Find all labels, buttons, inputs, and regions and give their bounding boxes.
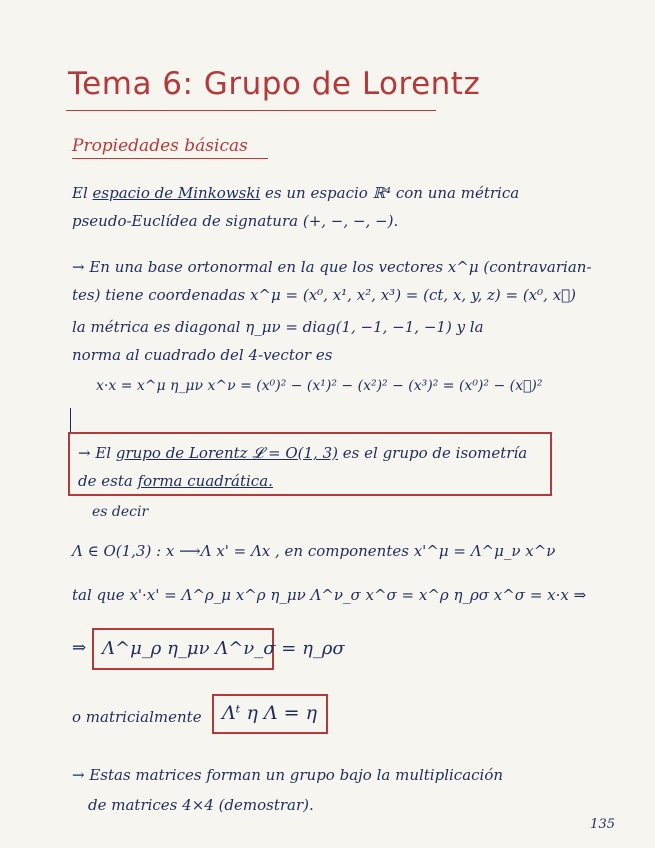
section-heading: Propiedades básicas — [72, 136, 248, 156]
p4-line1: → Estas matrices forman un grupo bajo la multiplicación — [72, 766, 504, 784]
p3-line2 — [78, 472, 273, 490]
p3-lead: → El — [78, 444, 112, 462]
equation-invariance: tal que x'·x' = Λ^ρ_μ x^ρ η_μν Λ^ν_σ x^σ = x^ρ η_ρσ x^σ = x·x ⇒ — [72, 586, 587, 604]
p3-term: grupo de Lorentz 𝓛 = O(1, 3) — [115, 444, 338, 462]
p3-line2-lead: de esta — [78, 472, 133, 490]
matrix-form-lead: o matricialmente — [72, 708, 202, 726]
p1-rest: es un espacio ℝ⁴ con una métrica — [265, 184, 520, 202]
equation-index-form: Λ^μ_ρ η_μν Λ^ν_σ = η_ρσ — [102, 638, 345, 659]
p2-line3: la métrica es diagonal η_μν = diag(1, −1, −1, −1) y la — [72, 318, 484, 336]
p1-lead: El — [72, 184, 88, 202]
equation-transform: Λ ∈ O(1,3) : x ⟶Λ x' = Λx , en componentes x'^μ = Λ^μ_ν x^ν — [72, 542, 556, 560]
es-decir: es decir — [92, 504, 149, 520]
equation-matrix-form: Λᵗ η Λ = η — [222, 702, 317, 724]
p3-rest: es el grupo de isometría — [342, 444, 528, 462]
p2-line2: tes) tiene coordenadas x^μ = (x⁰, x¹, x², x³) = (ct, x, y, z) = (x⁰, x⃗) — [72, 286, 577, 304]
p3-line2-term: forma cuadrática. — [137, 472, 273, 490]
equation-norm: x·x = x^μ η_μν x^ν = (x⁰)² − (x¹)² − (x²)² − (x³)² = (x⁰)² − (x⃗)² — [96, 378, 543, 394]
p2-line4: norma al cuadrado del 4-vector es — [72, 346, 333, 364]
p1-term: espacio de Minkowski — [92, 184, 261, 202]
page-number: 135 — [590, 817, 615, 832]
p4-line2: de matrices 4×4 (demostrar). — [88, 796, 314, 814]
title-underline — [66, 110, 436, 111]
down-arrow-icon — [70, 408, 71, 434]
p3-line1 — [78, 444, 527, 462]
p2-line1: → En una base ortonormal en la que los vectores x^μ (contravarian- — [72, 258, 592, 276]
page-title: Tema 6: Grupo de Lorentz — [68, 66, 481, 102]
paragraph-minkowski — [72, 184, 519, 202]
section-underline — [72, 158, 268, 159]
implies-arrow: ⇒ — [72, 638, 87, 658]
p1-line2: pseudo-Euclídea de signatura (+, −, −, −). — [72, 212, 399, 230]
